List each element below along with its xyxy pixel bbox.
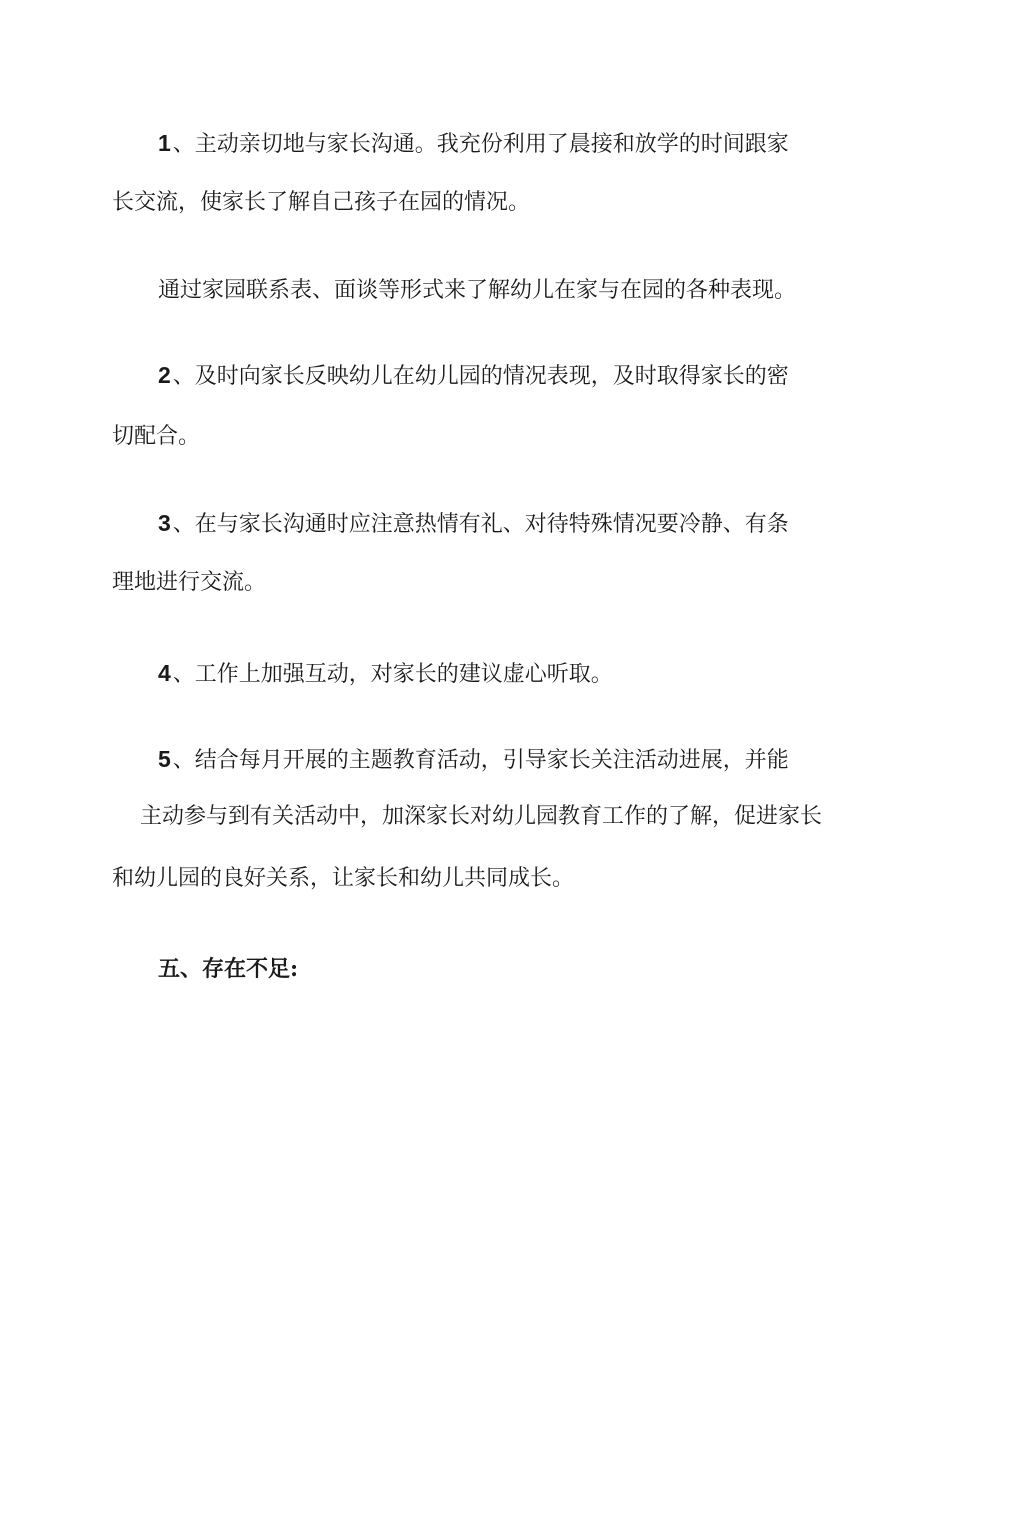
item-number: 4 — [158, 660, 171, 686]
item-text: 、主动亲切地与家长沟通。我充份利用了晨接和放学的时间跟家 — [172, 132, 789, 157]
list-item-2-line-1 — [158, 360, 789, 392]
item-number: 5 — [158, 746, 171, 772]
paragraph-family-contact: 通过家园联系表、面谈等形式来了解幼儿在家与在园的各种表现。 — [158, 278, 797, 303]
list-item-1-line-1 — [158, 128, 789, 160]
item-number: 3 — [158, 510, 171, 536]
list-item-4-line-1 — [158, 658, 613, 690]
list-item-3-line-2: 理地进行交流。 — [112, 570, 267, 595]
list-item-5-line-2: 主动参与到有关活动中，加深家长对幼儿园教育工作的了解，促进家长 — [140, 804, 823, 829]
list-item-1-line-2: 长交流，使家长了解自己孩子在园的情况。 — [112, 190, 531, 215]
list-item-2-line-2: 切配合。 — [112, 424, 201, 449]
list-item-5-line-1 — [158, 744, 789, 776]
section-heading: 五、存在不足: — [158, 956, 299, 982]
list-item-5-line-3: 和幼儿园的良好关系，让家长和幼儿共同成长。 — [112, 866, 575, 891]
item-text: 、结合每月开展的主题教育活动，引导家长关注活动进展，并能 — [172, 748, 789, 773]
item-number: 1 — [158, 130, 171, 156]
list-item-3-line-1 — [158, 508, 789, 540]
item-text: 、及时向家长反映幼儿在幼儿园的情况表现，及时取得家长的密 — [172, 364, 789, 389]
item-text: 、工作上加强互动，对家长的建议虚心听取。 — [172, 662, 613, 687]
item-number: 2 — [158, 362, 171, 388]
item-text: 、在与家长沟通时应注意热情有礼、对待特殊情况要冷静、有条 — [172, 512, 789, 537]
